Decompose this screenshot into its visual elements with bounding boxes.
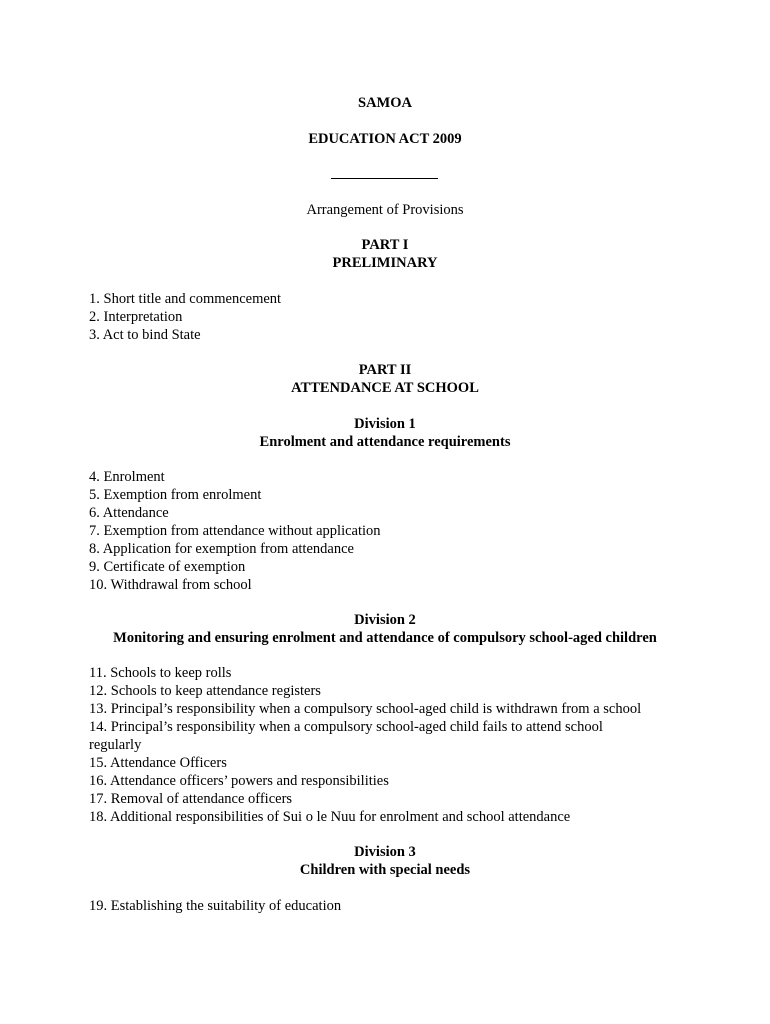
provision-item: 2. Interpretation [89, 309, 183, 325]
provision-item: 7. Exemption from attendance without application [89, 523, 381, 539]
part1-title: PRELIMINARY [332, 255, 438, 271]
division3-heading: Division 3 [354, 844, 416, 860]
country-heading: SAMOA [358, 95, 412, 111]
provision-item: 1. Short title and commencement [89, 291, 282, 307]
division3-provisions-list [89, 897, 689, 915]
part1-provisions-list [89, 290, 689, 344]
act-title: EDUCATION ACT 2009 [308, 131, 462, 147]
division3-title: Children with special needs [299, 862, 471, 878]
provision-item: 18. Additional responsibilities of Sui o le Nuu for enrolment and school attendance [89, 809, 571, 825]
provision-item: 4. Enrolment [89, 469, 165, 485]
division1-provisions-list [89, 468, 689, 594]
provision-item: 17. Removal of attendance officers [89, 791, 293, 807]
division1-title: Enrolment and attendance requirements [259, 434, 511, 450]
title-divider [331, 178, 438, 179]
arrangement-subtitle: Arrangement of Provisions [306, 202, 464, 218]
provision-item: 8. Application for exemption from attendance [89, 541, 354, 557]
provision-item: 13. Principal’s responsibility when a compulsory school-aged child is withdrawn from a school [89, 701, 642, 717]
division1-heading: Division 1 [354, 416, 416, 432]
provision-item-continuation: regularly [89, 737, 142, 753]
provision-item: 9. Certificate of exemption [89, 559, 246, 575]
provision-item: 3. Act to bind State [89, 327, 201, 343]
provision-item: 11. Schools to keep rolls [89, 665, 232, 681]
provision-item: 15. Attendance Officers [89, 755, 227, 771]
provision-item: 16. Attendance officers’ powers and responsibilities [89, 773, 389, 789]
division2-title: Monitoring and ensuring enrolment and attendance of compulsory school-aged children [113, 630, 657, 646]
part1-heading: PART I [361, 237, 409, 253]
provision-item: 6. Attendance [89, 505, 169, 521]
provision-item: 19. Establishing the suitability of education [89, 898, 342, 914]
provision-item: 12. Schools to keep attendance registers [89, 683, 321, 699]
part2-title: ATTENDANCE AT SCHOOL [291, 380, 479, 396]
division2-provisions-list [89, 664, 689, 826]
provision-item: 14. Principal’s responsibility when a compulsory school-aged child fails to attend school [89, 719, 603, 735]
provision-item: 5. Exemption from enrolment [89, 487, 262, 503]
division2-heading: Division 2 [354, 612, 416, 628]
provision-item: 10. Withdrawal from school [89, 577, 252, 593]
part2-heading: PART II [358, 362, 412, 378]
